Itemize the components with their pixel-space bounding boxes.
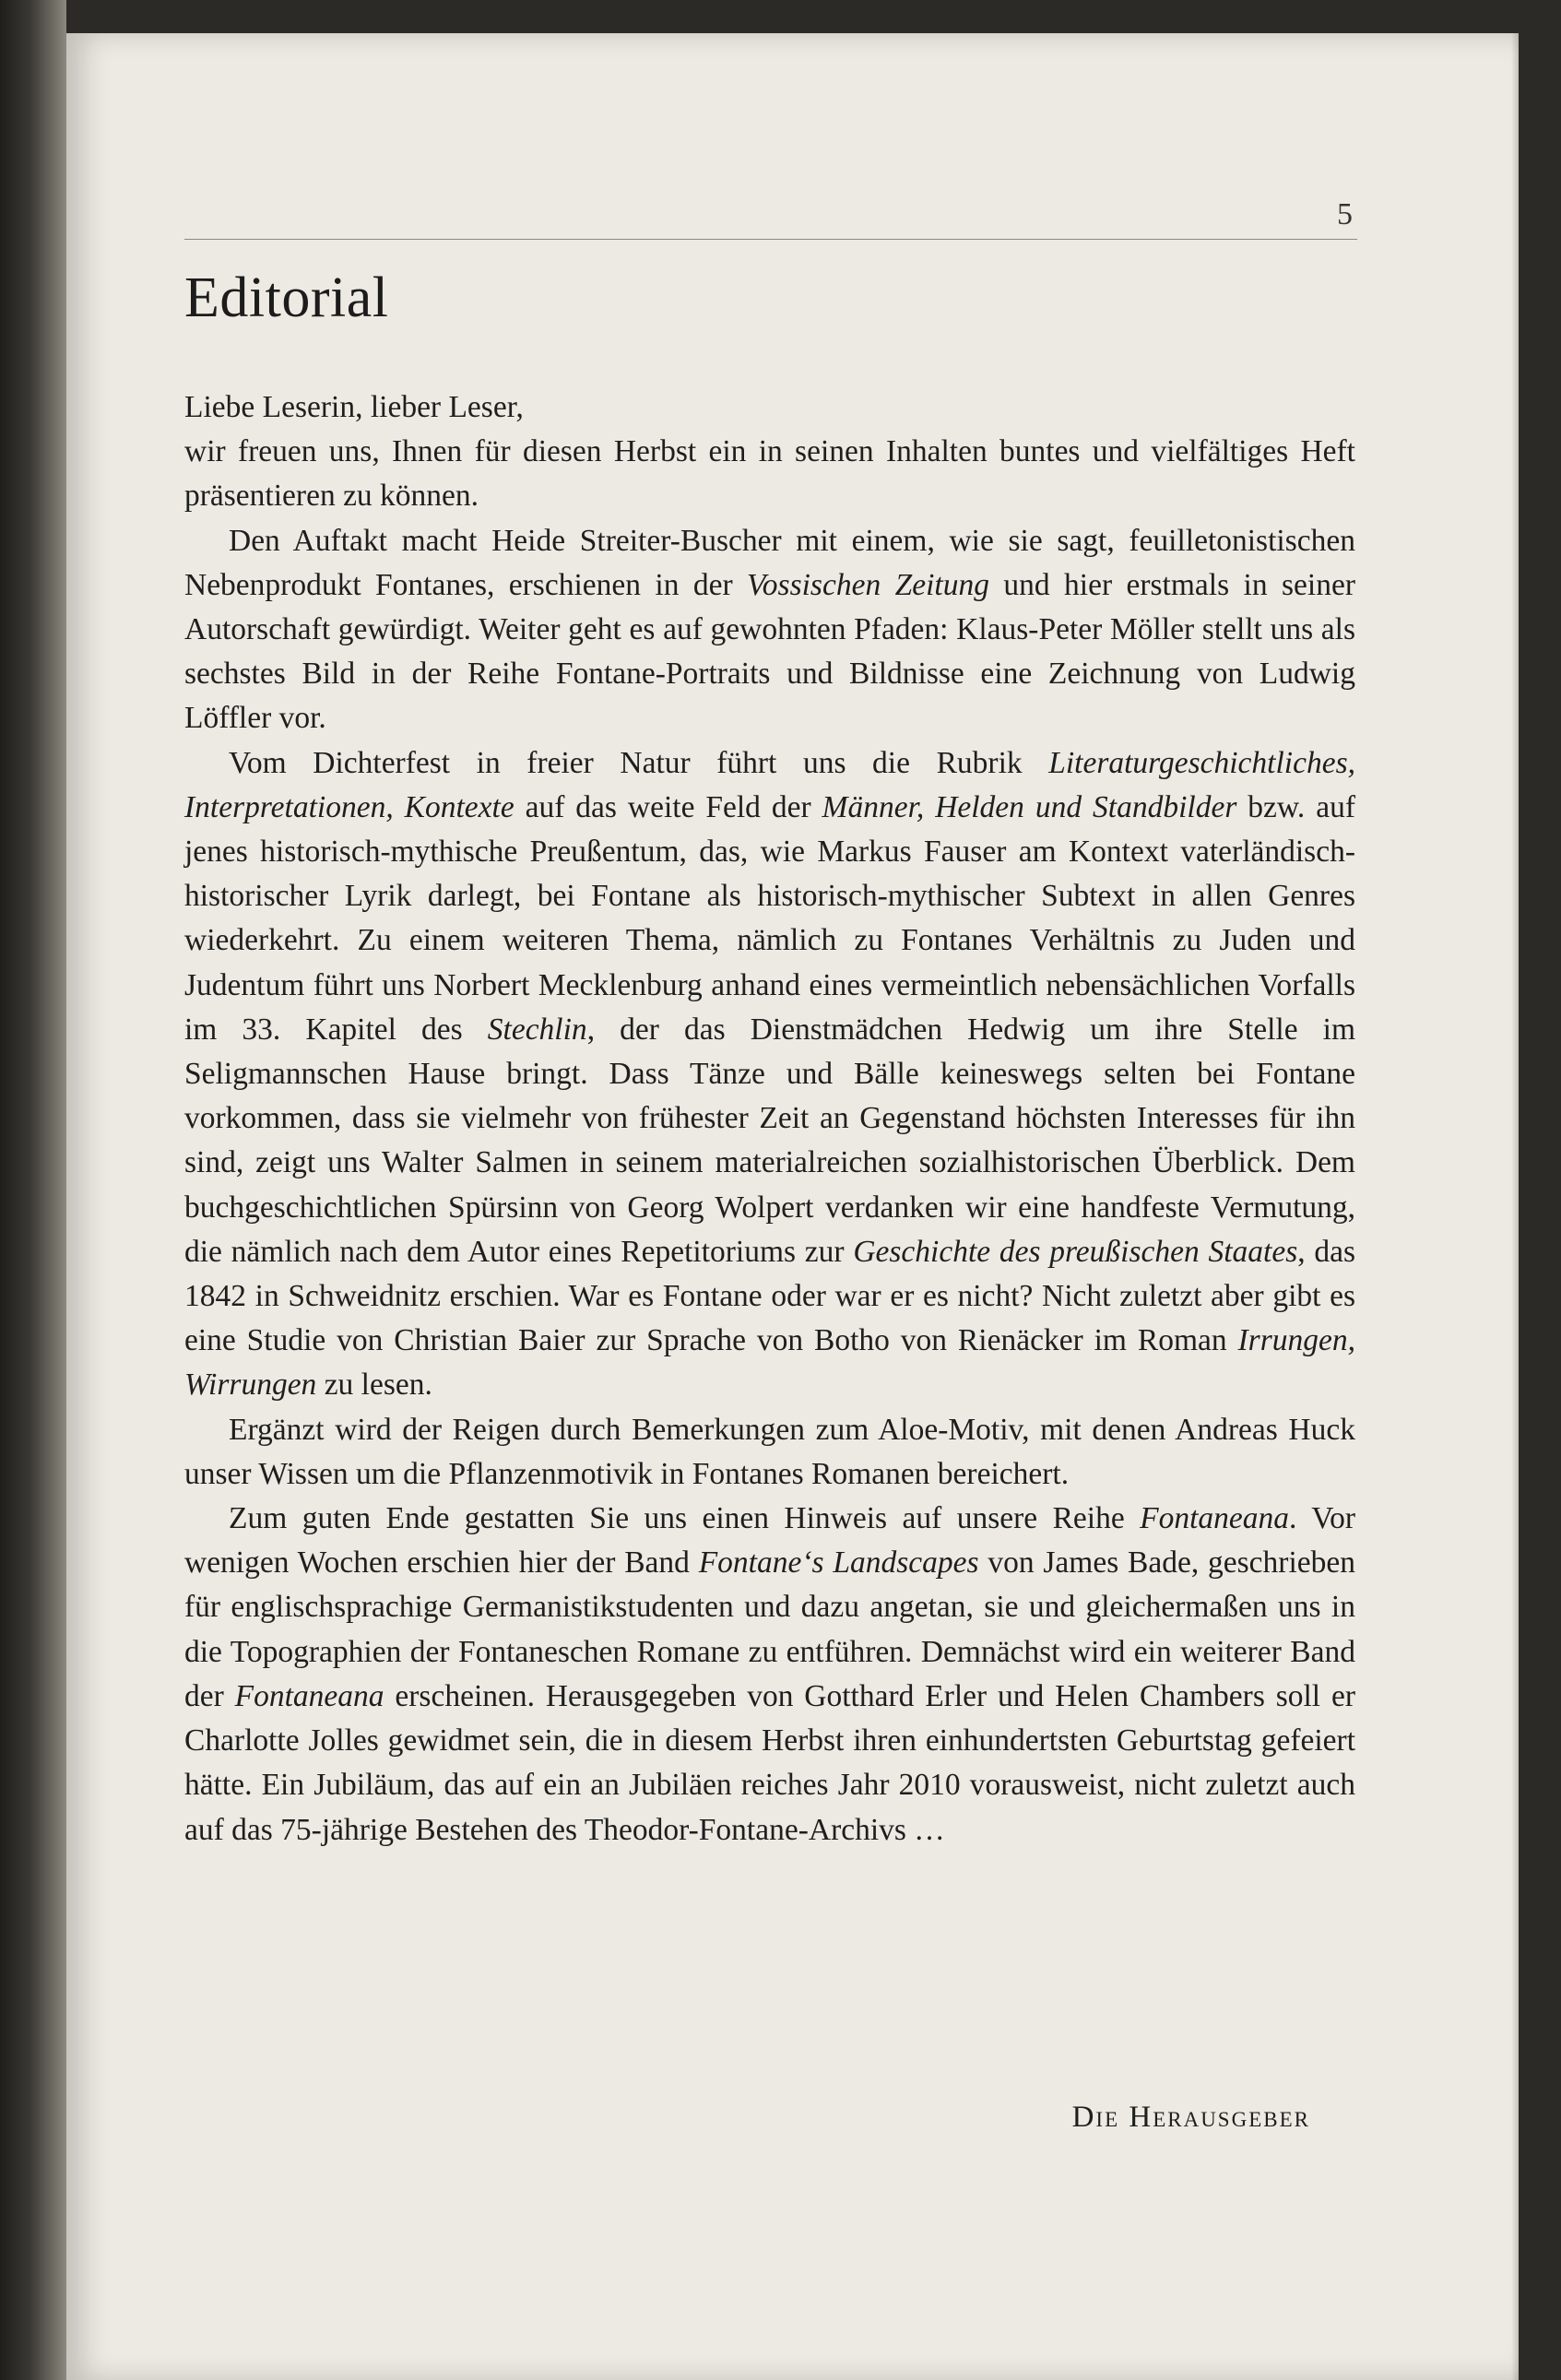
italic-title: Vossischen Zeitung: [747, 567, 989, 602]
book-page: [66, 33, 1519, 2380]
text-run: von James Bade, geschrieben für englischsprachige Germanistikstudenten und dazu angetan, sie und gleichermaßen uns in die Topographien der Fontaneschen Romane zu entführen. Demnächst wird ein weiterer Band der: [184, 1545, 1356, 1713]
signature: Die Herausgeber: [1071, 2101, 1310, 2134]
paragraph: [184, 430, 1355, 518]
paragraph: [184, 741, 1355, 1408]
text-run: Den Auftakt macht Heide Streiter-Buscher mit einem, wie sie sagt, feuilletonistischen Nebenprodukt Fontanes, erschienen in der: [184, 523, 1355, 602]
italic-title: Fontaneana: [1140, 1501, 1290, 1536]
paragraph: [184, 519, 1355, 741]
text-run: bzw. auf jenes historisch-mythische Preußentum, das, wie Markus Fauser am Kontext vaterländisch-historischer Lyrik darlegt, bei Fontane als historisch-mythischer Subtext in allen Genres wiederkehrt. Zu einem weiteren Thema, nämlich zu Fontanes Verhältnis zu Juden und Judentum führt uns Norbert Mecklenburg anhand eines vermeintlich nebensächlichen Vorfalls im 33. Kapitel des: [184, 789, 1355, 1047]
header-rule: [184, 239, 1357, 240]
paragraph: [184, 1408, 1355, 1497]
text-run: , das 1842 in Schweidnitz erschien. War es Fontane oder war er es nicht? Nicht zuletzt aber gibt es eine Studie von Christian Baier zur Sprache von Botho von Rienäcker im Roman: [184, 1234, 1356, 1358]
page-title: Editorial: [184, 266, 389, 329]
text-run: Ergänzt wird der Reigen durch Bemerkungen zum Aloe-Motiv, mit denen Andreas Huck unser Wissen um die Pflanzenmotivik in Fontanes Romanen bereichert.: [184, 1412, 1355, 1491]
text-run: . Vor wenigen Wochen erschien hier der Band: [184, 1501, 1355, 1581]
text-run: Zum guten Ende gestatten Sie uns einen Hinweis auf unsere Reihe: [229, 1501, 1141, 1536]
salutation: Liebe Leserin, lieber Leser,: [184, 390, 524, 424]
italic-title: Geschichte des preußischen Staates: [853, 1234, 1298, 1269]
text-run: , der das Dienstmädchen Hedwig um ihre Stelle im Seligmannschen Hause bringt. Dass Tänze und Bälle keineswegs selten bei Fontane vorkommen, dass sie vielmehr von frühester Zeit an Gegenstand höchsten Interesses für ihn sind, zeigt uns Walter Salmen in seinem materialreichen sozialhistorischen Überblick. Dem buchgeschichtlichen Spürsinn von Georg Wolpert verdanken wir eine handfeste Vermutung, die nämlich nach dem Autor eines Repetitoriums zur: [184, 1012, 1355, 1269]
italic-title: Irrungen, Wirrungen: [184, 1323, 1355, 1403]
text-run: zu lesen.: [316, 1368, 432, 1403]
text-run: und hier erstmals in seiner Autorschaft gewürdigt. Weiter geht es auf gewohnten Pfaden: Klaus-Peter Möller stellt uns als sechstes Bild in der Reihe Fontane-Portraits und Bildnisse eine Zeichnung von Ludwig Löffler vor.: [184, 567, 1355, 736]
paragraph: [184, 1497, 1355, 1853]
scan-page-edge: [0, 0, 66, 2380]
text-run: auf das weite Feld der: [514, 789, 822, 824]
italic-title: Männer, Helden und Standbilder: [822, 789, 1237, 824]
italic-title: Fontane‘s Landscapes: [698, 1545, 979, 1581]
italic-title: Literaturgeschichtliches, Interpretationen, Kontexte: [184, 745, 1355, 824]
italic-title: Stechlin: [487, 1012, 587, 1047]
text-run: erscheinen. Herausgegeben von Gotthard Erler und Helen Chambers soll er Charlotte Jolles gewidmet sein, die in diesem Herbst ihren einhundertsten Geburtstag gefeiert hätte. Ein Jubiläum, das auf ein an Jubiläen reiches Jahr 2010 vorausweist, nicht zuletzt auch auf das 75-jährige Bestehen des Theodor-Fontane-Archivs …: [184, 1678, 1355, 1847]
text-run: wir freuen uns, Ihnen für diesen Herbst ein in seinen Inhalten buntes und vielfältiges Heft präsentieren zu können.: [184, 434, 1355, 514]
page-number: 5: [1337, 197, 1353, 231]
italic-title: Fontaneana: [234, 1678, 384, 1713]
text-run: Vom Dichterfest in freier Natur führt uns die Rubrik: [229, 745, 1049, 780]
editorial-body: [184, 385, 1355, 1853]
